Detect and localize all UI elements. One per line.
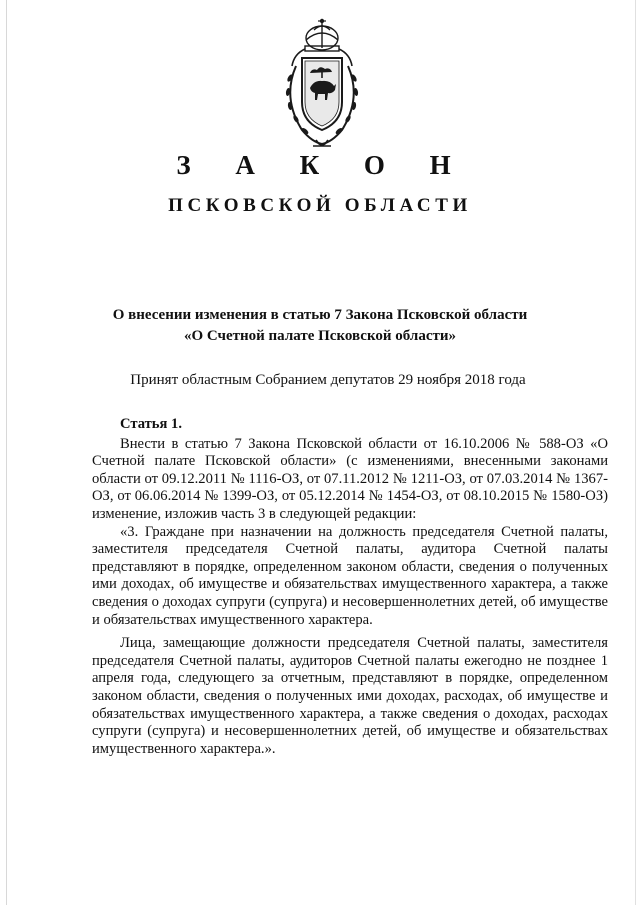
document-subtitle: ПСКОВСКОЙ ОБЛАСТИ — [168, 195, 472, 216]
law-heading-line: О внесении изменения в статью 7 Закона Псковской области — [112, 307, 528, 323]
law-heading — [0, 305, 640, 347]
article-paragraph: Лица, замещающие должности председателя Счетной палаты, заместителя председателя Счетной палаты, аудиторов Счетной палаты ежегодно не позднее 1 апреля года, следующего за отчетным, представляют в порядке, определенном законом области, сведения о полученных ими доходах, расходах, об имуществе и обязательствах имущественного характера, а также сведения о доходах, расходах супруги (супруга) и несовершеннолетних детей, об имуществе и обязательствах имущественного характера.». — [92, 635, 608, 757]
article-paragraph: «3. Граждане при назначении на должность председателя Счетной палаты, заместителя председателя Счетной палаты, аудитора Счетной палаты представляют в порядке, определенном законом области, сведения о полученных ими доходах, об имуществе и обязательствах имущественного характера, а также сведения о доходах супруги (супруга) и несовершеннолетних детей, об имуществе и обязательствах имущественного характера. — [92, 523, 608, 628]
pskov-coat-of-arms-icon — [272, 18, 372, 153]
scan-edge — [6, 0, 7, 905]
adoption-note: Принят областным Собранием депутатов 29 ноября 2018 года — [130, 372, 526, 388]
document-title: З А К О Н — [176, 150, 470, 180]
article-paragraph: Внести в статью 7 Закона Псковской области от 16.10.2006 № 588-ОЗ «О Счетной палате Псковской области» (с изменениями, внесенными законами области от 09.12.2011 № 1116-ОЗ, от 07.11.2012 № 1211-ОЗ, от 07.03.2014 № 1367-ОЗ, от 06.06.2014 № 1399-ОЗ, от 05.12.2014 № 1454-ОЗ, от 08.10.2015 № 1580-ОЗ) изменение, изложив часть 3 в следующей редакции: — [92, 435, 608, 522]
scan-edge — [635, 0, 636, 905]
article-title: Статья 1. — [120, 416, 182, 432]
law-heading-line: «О Счетной палате Псковской области» — [183, 328, 457, 344]
article-body — [92, 416, 608, 758]
